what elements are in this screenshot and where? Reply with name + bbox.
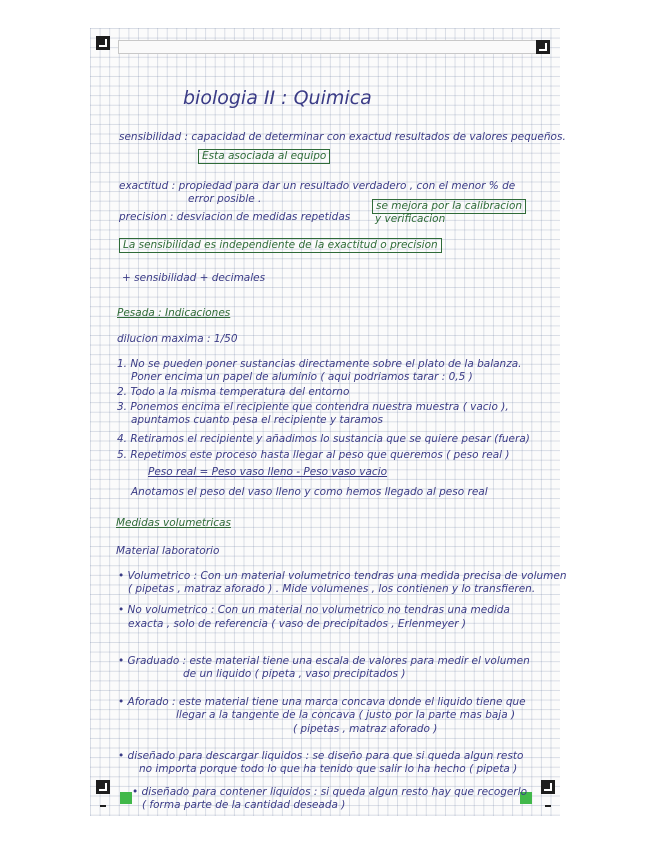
step-5: 5. Repetimos este proceso hasta llegar al peso que queremos ( peso real ) bbox=[117, 449, 510, 461]
corner-marker-bottom-right bbox=[541, 780, 555, 794]
corner-marker-top-right bbox=[536, 40, 550, 54]
no-volumetrico-line2: exacta , solo de referencia ( vaso de precipitados , Erlenmeyer ) bbox=[128, 618, 467, 630]
step-1: 1. No se pueden poner sustancias directamente sobre el plato de la balanza. bbox=[117, 358, 522, 370]
exactitud-definition: exactitud : propiedad para dar un resultado verdadero , con el menor % de bbox=[119, 180, 516, 192]
contener-line1: • diseñado para contener liquidos : si queda algun resto hay que recogerlo bbox=[132, 786, 528, 798]
mejora-note-line1: se mejora por la calibracion bbox=[372, 199, 526, 214]
dilucion-maxima: dilucion maxima : 1/50 bbox=[117, 333, 238, 345]
corner-marker-top-left bbox=[96, 36, 110, 50]
step-1-line2: Poner encima un papel de aluminio ( aqui podriamos tarar : 0,5 ) bbox=[131, 371, 473, 383]
dash-marker-right bbox=[545, 805, 551, 807]
descargar-line1: • diseñado para descargar liquidos : se diseño para que si queda algun resto bbox=[118, 750, 524, 762]
graduado-line2: de un liquido ( pipeta , vaso precipitados ) bbox=[183, 668, 406, 680]
precision-definition: precision : desviacion de medidas repetidas bbox=[119, 211, 351, 223]
green-marker-left bbox=[120, 792, 132, 804]
mejora-note-line2: y verificacion bbox=[375, 213, 446, 225]
contener-line2: ( forma parte de la cantidad deseada ) bbox=[142, 799, 346, 811]
material-laboratorio: Material laboratorio bbox=[116, 545, 220, 557]
step-3: 3. Ponemos encima el recipiente que contendra nuestra muestra ( vacio ), bbox=[117, 401, 509, 413]
aforado-line1: • Aforado : este material tiene una marca concava donde el liquido tiene que bbox=[118, 696, 526, 708]
pesada-heading: Pesada : Indicaciones bbox=[117, 307, 231, 319]
step-3-line2: apuntamos cuanto pesa el recipiente y taramos bbox=[131, 414, 383, 426]
exactitud-line2: error posible . bbox=[188, 193, 262, 205]
step-4: 4. Retiramos el recipiente y añadimos lo sustancia que se quiere pesar (fuera) bbox=[117, 433, 530, 445]
top-bar bbox=[118, 40, 538, 54]
sensibilidad-note: Esta asociada al equipo bbox=[198, 149, 330, 164]
volumetrico-line2: ( pipetas , matraz aforado ) . Mide volumenes , los contienen y lo transfieren. bbox=[128, 583, 536, 595]
no-volumetrico-line1: • No volumetrico : Con un material no volumetrico no tendras una medida bbox=[118, 604, 510, 616]
page-title: biologia II : Quimica bbox=[183, 87, 372, 109]
dash-marker-left bbox=[100, 805, 106, 807]
aforado-line2: llegar a la tangente de la concava ( justo por la parte mas baja ) bbox=[176, 709, 516, 721]
graduado-line1: • Graduado : este material tiene una escala de valores para medir el volumen bbox=[118, 655, 530, 667]
anotamos-note: Anotamos el peso del vaso lleno y como hemos llegado al peso real bbox=[131, 486, 488, 498]
corner-marker-bottom-left bbox=[96, 780, 110, 794]
independence-statement: La sensibilidad es independiente de la exactitud o precision bbox=[119, 238, 442, 253]
sensibilidad-definition: sensibilidad : capacidad de determinar con exactud resultados de valores pequeños. bbox=[119, 131, 566, 143]
step-2: 2. Todo a la misma temperatura del entorno bbox=[117, 386, 350, 398]
peso-real-formula: Peso real = Peso vaso lleno - Peso vaso vacio bbox=[148, 466, 388, 478]
sensibilidad-decimales: + sensibilidad + decimales bbox=[122, 272, 266, 284]
descargar-line2: no importa porque todo lo que ha tenido que salir lo ha hecho ( pipeta ) bbox=[139, 763, 518, 775]
medidas-volumetricas-heading: Medidas volumetricas bbox=[116, 517, 231, 529]
volumetrico-line1: • Volumetrico : Con un material volumetrico tendras una medida precisa de volumen bbox=[118, 570, 567, 582]
aforado-line3: ( pipetas , matraz aforado ) bbox=[293, 723, 438, 735]
